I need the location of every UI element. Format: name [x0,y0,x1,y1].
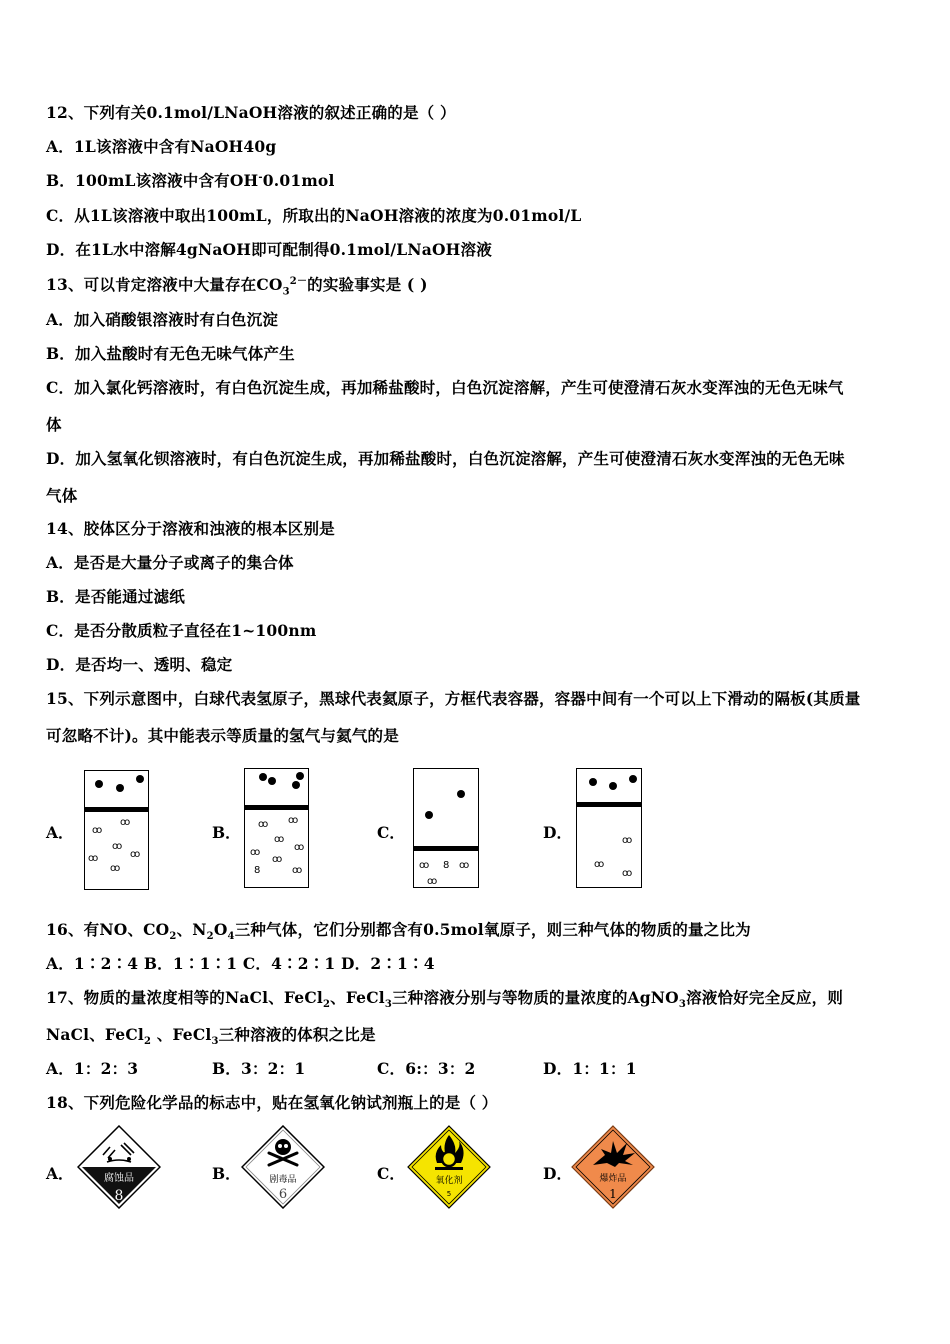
hydrogen-molecule: oo [88,853,97,864]
q17-stem: 17、物质的量浓度相等的NaCl、FeCl$_2$、FeCl$_3$三种溶液分别与等物质的量浓度的AgNO$_3$溶液恰好完全反应，则 [46,988,844,1011]
q14-stem: 14、胶体区分于溶液和浊液的根本区别是 [46,519,335,538]
q16-stem: 16、有NO、$CO_2$、$N_2O_4$三种气体，它们分别都含有0.5mol氧原子，则三种气体的物质的量之比为 [46,920,751,943]
q15-label-b: B． [212,823,241,842]
q12-option-c: C．从1L该溶液中取出100mL，所取出的NaOH溶液的浓度为0.01mol/L [46,206,582,225]
helium-atom [268,777,276,785]
q15-stem-cont: 可忽略不计)。其中能表示等质量的氢气与氦气的是 [46,726,399,745]
helium-atom [457,790,465,798]
toxic-sign-icon [241,1125,325,1209]
helium-atom [629,775,637,783]
q17-stem-cont: NaCl、FeCl$_2$ 、FeCl$_3$三种溶液的体积之比是 [46,1025,376,1048]
hydrogen-molecule: oo [258,819,267,830]
hydrogen-molecule: oo [622,835,631,846]
hydrogen-molecule: oo [294,842,303,853]
hydrogen-molecule: oo [92,825,101,836]
q12-option-b: B．100mL该溶液中含有OH-0.01mol [46,171,335,190]
hydrogen-molecule: oo [112,841,121,852]
q15-label-a: A． [46,823,74,842]
q15-stem: 15、下列示意图中，白球代表氢原子，黑球代表氦原子，方框代表容器，容器中间有一个可以上下滑动的隔板(其质量 [46,689,861,708]
q13-option-d: D．加入氢氧化钡溶液时，有白色沉淀生成，再加稀盐酸时，白色沉淀溶解，产生可使澄清石灰水变浑浊的无色无味 [46,449,845,468]
q12-option-d: D．在1L水中溶解4gNaOH即可配制得0.1mol/LNaOH溶液 [46,240,492,259]
hydrogen-molecule: oo [250,847,259,858]
q13-stem: 13、可以肯定溶液中大量存在$CO_3^{2-}$的实验事实是 ( ) [46,275,428,298]
sign-number: 6 [278,1187,288,1202]
explosive-sign-icon [571,1125,655,1209]
q13-option-b: B．加入盐酸时有无色无味气体产生 [46,344,295,363]
sign-label: 腐蚀品 [104,1173,134,1184]
q18-stem: 18、下列危险化学品的标志中，贴在氢氧化钠试剂瓶上的是（ ） [46,1093,498,1112]
q18-label-a: A． [46,1164,74,1183]
hydrogen-molecule: oo [622,868,631,879]
q12-stem: 12、下列有关0.1mol/LNaOH溶液的叙述正确的是（ ） [46,103,456,122]
helium-atom [95,780,103,788]
q17-option-b: B．3：2：1 [212,1059,306,1078]
q14-option-d: D．是否均一、透明、稳定 [46,655,233,674]
sign-label: 剧毒品 [269,1175,297,1185]
hydrogen-molecule: oo [594,859,603,870]
q15-partition-a [84,807,149,812]
helium-atom [259,773,267,781]
hydrogen-molecule: 8 [443,860,450,871]
q18-label-b: B． [212,1164,241,1183]
hydrogen-molecule: oo [120,817,129,828]
hydrogen-molecule: oo [427,876,436,887]
q17-option-c: C．6:：3：2 [377,1059,476,1078]
hydrogen-molecule: oo [130,849,139,860]
q15-label-c: C． [377,823,405,842]
hydrogen-molecule: oo [272,854,281,865]
q15-container-b [244,768,309,888]
q17-option-a: A．1：2：3 [46,1059,139,1078]
q15-container-d [576,768,642,888]
q13-option-c-cont: 体 [46,415,62,434]
q16-options: A．1∶2∶4 B．1∶1∶1 C．4∶2∶1 D．2∶1∶4 [46,954,435,973]
helium-atom [296,772,304,780]
hydrogen-molecule: oo [419,860,428,871]
q14-option-b: B．是否能通过滤纸 [46,587,185,606]
q14-option-c: C．是否分散质粒子直径在1~100nm [46,621,317,640]
hydrogen-molecule: oo [459,860,468,871]
hydrogen-molecule: oo [274,834,283,845]
helium-atom [589,778,597,786]
sign-label: 爆炸品 [599,1174,627,1184]
sign-number: 8 [114,1188,124,1204]
q17-option-d: D．1：1：1 [543,1059,637,1078]
q15-label-d: D． [543,823,572,842]
hydrogen-molecule: oo [288,815,297,826]
sign-number: 1 [609,1187,617,1201]
hydrogen-molecule: 8 [254,865,261,876]
oxidizer-sign-icon [407,1125,491,1209]
q12-option-a: A．1L该溶液中含有NaOH40g [46,137,277,156]
helium-atom [116,784,124,792]
helium-atom [136,775,144,783]
q13-option-d-cont: 气体 [46,486,78,505]
sign-label: 氧化剂 [435,1176,463,1186]
q13-option-c: C．加入氯化钙溶液时，有白色沉淀生成，再加稀盐酸时，白色沉淀溶解，产生可使澄清石灰水变浑浊的无色无味气 [46,378,844,397]
q15-container-c [413,768,479,888]
q18-label-c: C． [377,1164,405,1183]
q18-label-d: D． [543,1164,572,1183]
helium-atom [609,782,617,790]
sign-number: 5 [446,1190,452,1198]
q15-partition-b [244,805,309,810]
helium-atom [425,811,433,819]
corrosive-sign-icon [77,1125,161,1209]
hydrogen-molecule: oo [292,865,301,876]
q15-partition-d [576,802,642,807]
q15-container-a [84,770,149,890]
q15-partition-c [413,846,479,851]
q13-option-a: A．加入硝酸银溶液时有白色沉淀 [46,310,279,329]
hydrogen-molecule: oo [110,863,119,874]
helium-atom [292,781,300,789]
q14-option-a: A．是否是大量分子或离子的集合体 [46,553,294,572]
